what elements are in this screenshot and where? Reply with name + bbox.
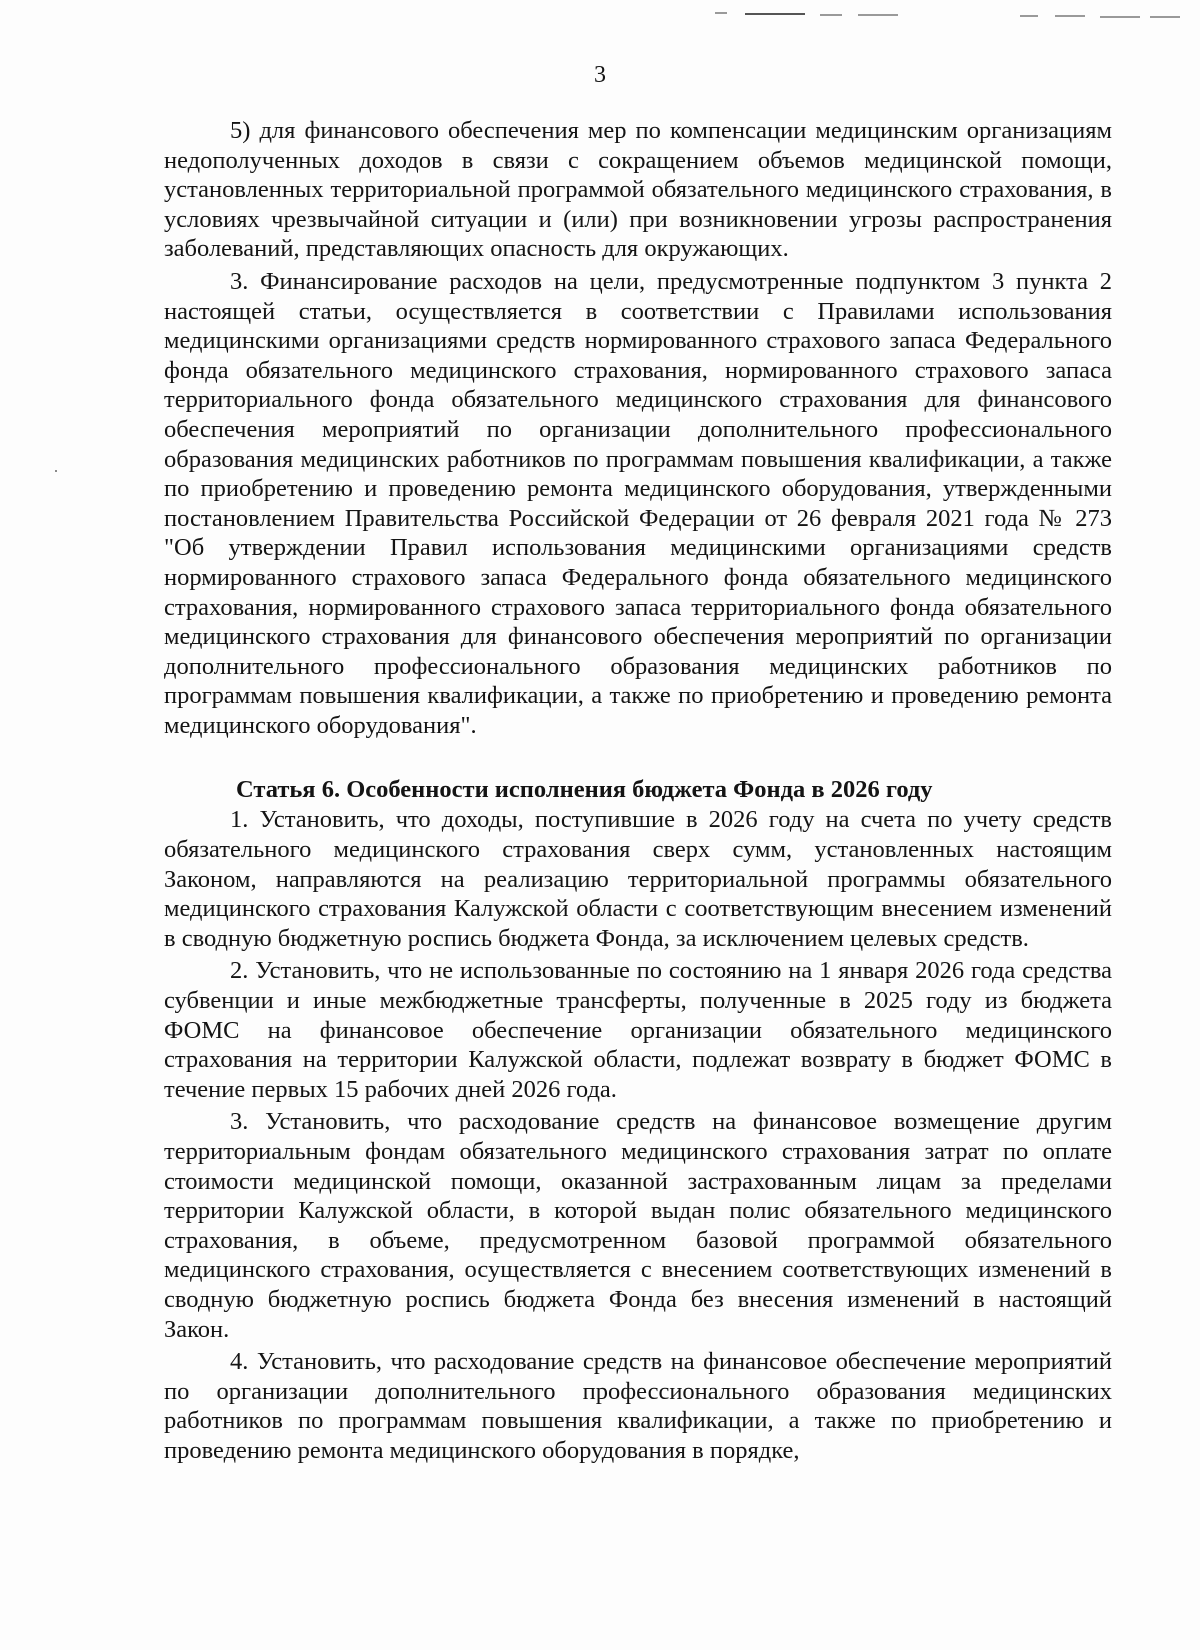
scan-artifact-line xyxy=(1055,15,1085,17)
article-paragraph-1: 1. Установить, что доходы, поступившие в 2026 году на счета по учету средств обязательного медицинского страхования сверх сумм, установленных настоящим Законом, направляются на реализацию территориальной программы обязательного медицинского страхования Калужской области с соответствующим внесением изменений в сводную бюджетную роспись бюджета Фонда, за исключением целевых средств. xyxy=(164,806,1112,952)
scan-artifact-line xyxy=(1150,16,1180,18)
article-paragraph-3: 3. Установить, что расходование средств на финансовое возмещение другим территориальным фондам обязательного медицинского страхования затрат по оплате стоимости медицинской помощи, оказанной застрахованным лицам за пределами территории Калужской области, в которой выдан полис обязательного медицинского страхования, в объеме, предусмотренном базовой программой обязательного медицинского страхования, осуществляется с внесением соответствующих изменений в сводную бюджетную роспись бюджета Фонда без внесения изменений в настоящий Закон. xyxy=(164,1108,1112,1343)
scan-artifact-line xyxy=(820,14,842,16)
document-body xyxy=(164,116,1112,1466)
page-number: 3 xyxy=(594,62,606,88)
article-paragraph-2: 2. Установить, что не использованные по состоянию на 1 января 2026 года средства субвенции и иные межбюджетные трансферты, полученные в 2025 году из бюджета ФОМС на финансовое обеспечение организации обязательного медицинского страхования на территории Калужской области, подлежат возврату в бюджет ФОМС в течение первых 15 рабочих дней 2026 года. xyxy=(164,957,1112,1103)
scan-artifact-line xyxy=(858,14,898,16)
scan-artifact-line xyxy=(1020,15,1038,17)
scan-artifact-line xyxy=(1100,16,1140,18)
scan-artifact-line xyxy=(745,13,805,15)
paragraph-point-3: 3. Финансирование расходов на цели, предусмотренные подпунктом 3 пункта 2 настоящей статьи, осуществляется в соответствии с Правилами использования медицинскими организациями средств нормированного страхового запаса Федерального фонда обязательного медицинского страхования, нормированного страхового запаса территориального фонда обязательного медицинского страхования для финансового обеспечения мероприятий по организации дополнительного профессионального образования медицинских работников по программам повышения квалификации, а также по приобретению и проведению ремонта медицинского оборудования, утвержденными постановлением Правительства Российской Федерации от 26 февраля 2021 года № 273 "Об утверждении Правил использования медицинскими организациями средств нормированного страхового запаса Федерального фонда обязательного медицинского страхования, нормированного страхового запаса территориального фонда обязательного медицинского страхования для финансового обеспечения мероприятий по организации дополнительного профессионального образования медицинских работников по программам повышения квалификации, а также по приобретению и проведению ремонта медицинского оборудования". xyxy=(164,267,1112,739)
paragraph-item-5: 5) для финансового обеспечения мер по компенсации медицинским организациям недополученных доходов в связи с сокращением объемов медицинской помощи, установленных территориальной программой обязательного медицинского страхования, в условиях чрезвычайной ситуации и (или) при возникновении угрозы распространения заболеваний, представляющих опасность для окружающих. xyxy=(164,117,1112,263)
scan-artifact-line xyxy=(715,12,727,14)
scan-artifact-dot xyxy=(55,470,57,472)
article-heading: Статья 6. Особенности исполнения бюджета Фонда в 2026 году xyxy=(236,776,933,804)
article-paragraph-4: 4. Установить, что расходование средств на финансовое обеспечение мероприятий по организации дополнительного профессионального образования медицинских работников по программам повышения квалификации, а также по приобретению и проведению ремонта медицинского оборудования в порядке, xyxy=(164,1348,1112,1464)
